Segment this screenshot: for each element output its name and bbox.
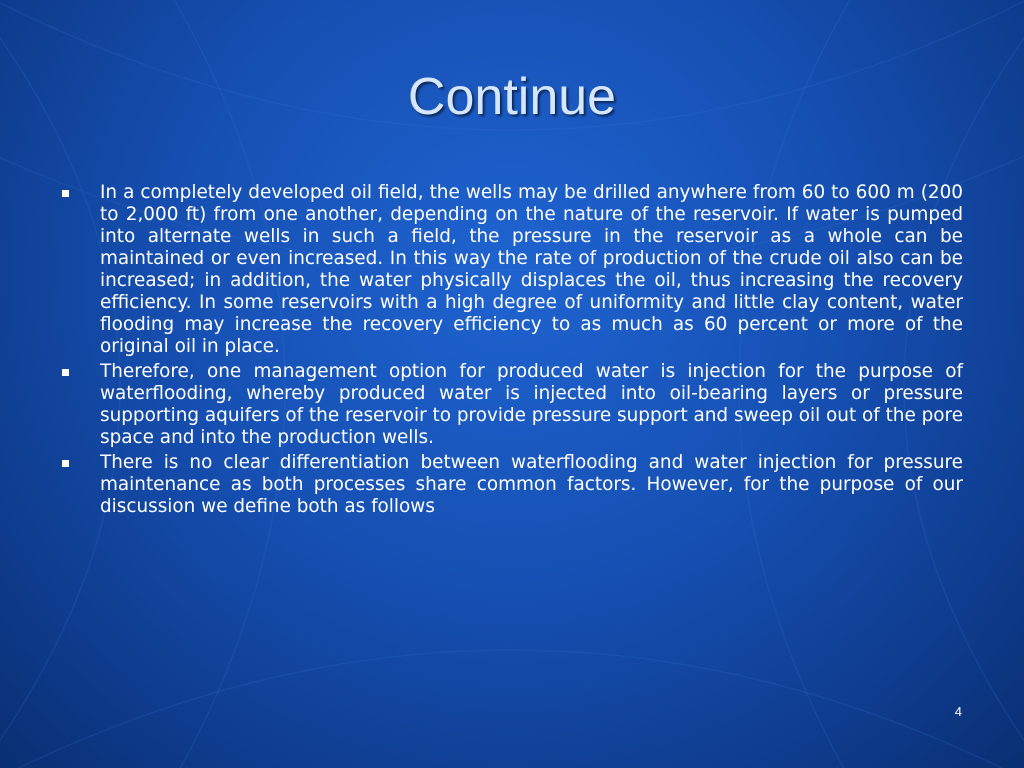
bullet-item [60, 452, 963, 518]
square-bullet-icon [62, 369, 69, 376]
square-bullet-icon [62, 460, 69, 467]
square-bullet-icon [62, 190, 69, 197]
bullet-text: Therefore, one management option for produced water is injection for the purpose of waterflooding, whereby produced water is injected into oil-bearing layers or pressure supporting aquifers of the reservoir to provide pressure support and sweep oil out of the pore space and into the production wells. [100, 361, 964, 448]
bullet-text: In a completely developed oil field, the wells may be drilled anywhere from 60 to 600 m (200 to 2,000 ft) from one another, depending on the nature of the reservoir. If water is pumped into alternate wells in such a field, the pressure in the reservoir as a whole can be maintained or even increased. In this way the rate of production of the crude oil also can be increased; in addition, the water physically displaces the oil, thus increasing the recovery efficiency. In some reservoirs with a high degree of uniformity and little clay content, water flooding may increase the recovery efficiency to as much as 60 percent or more of the original oil in place. [100, 182, 963, 357]
bullet-item [60, 361, 963, 449]
slide-title: Continue [407, 68, 617, 126]
bullet-text: There is no clear differentiation between waterflooding and water injection for pressure maintenance as both processes share common factors. However, for the purpose of our discussion we define both as follows [100, 452, 963, 517]
bullet-item [60, 182, 963, 358]
bullet-list [60, 182, 963, 521]
page-number: 4 [954, 704, 962, 719]
